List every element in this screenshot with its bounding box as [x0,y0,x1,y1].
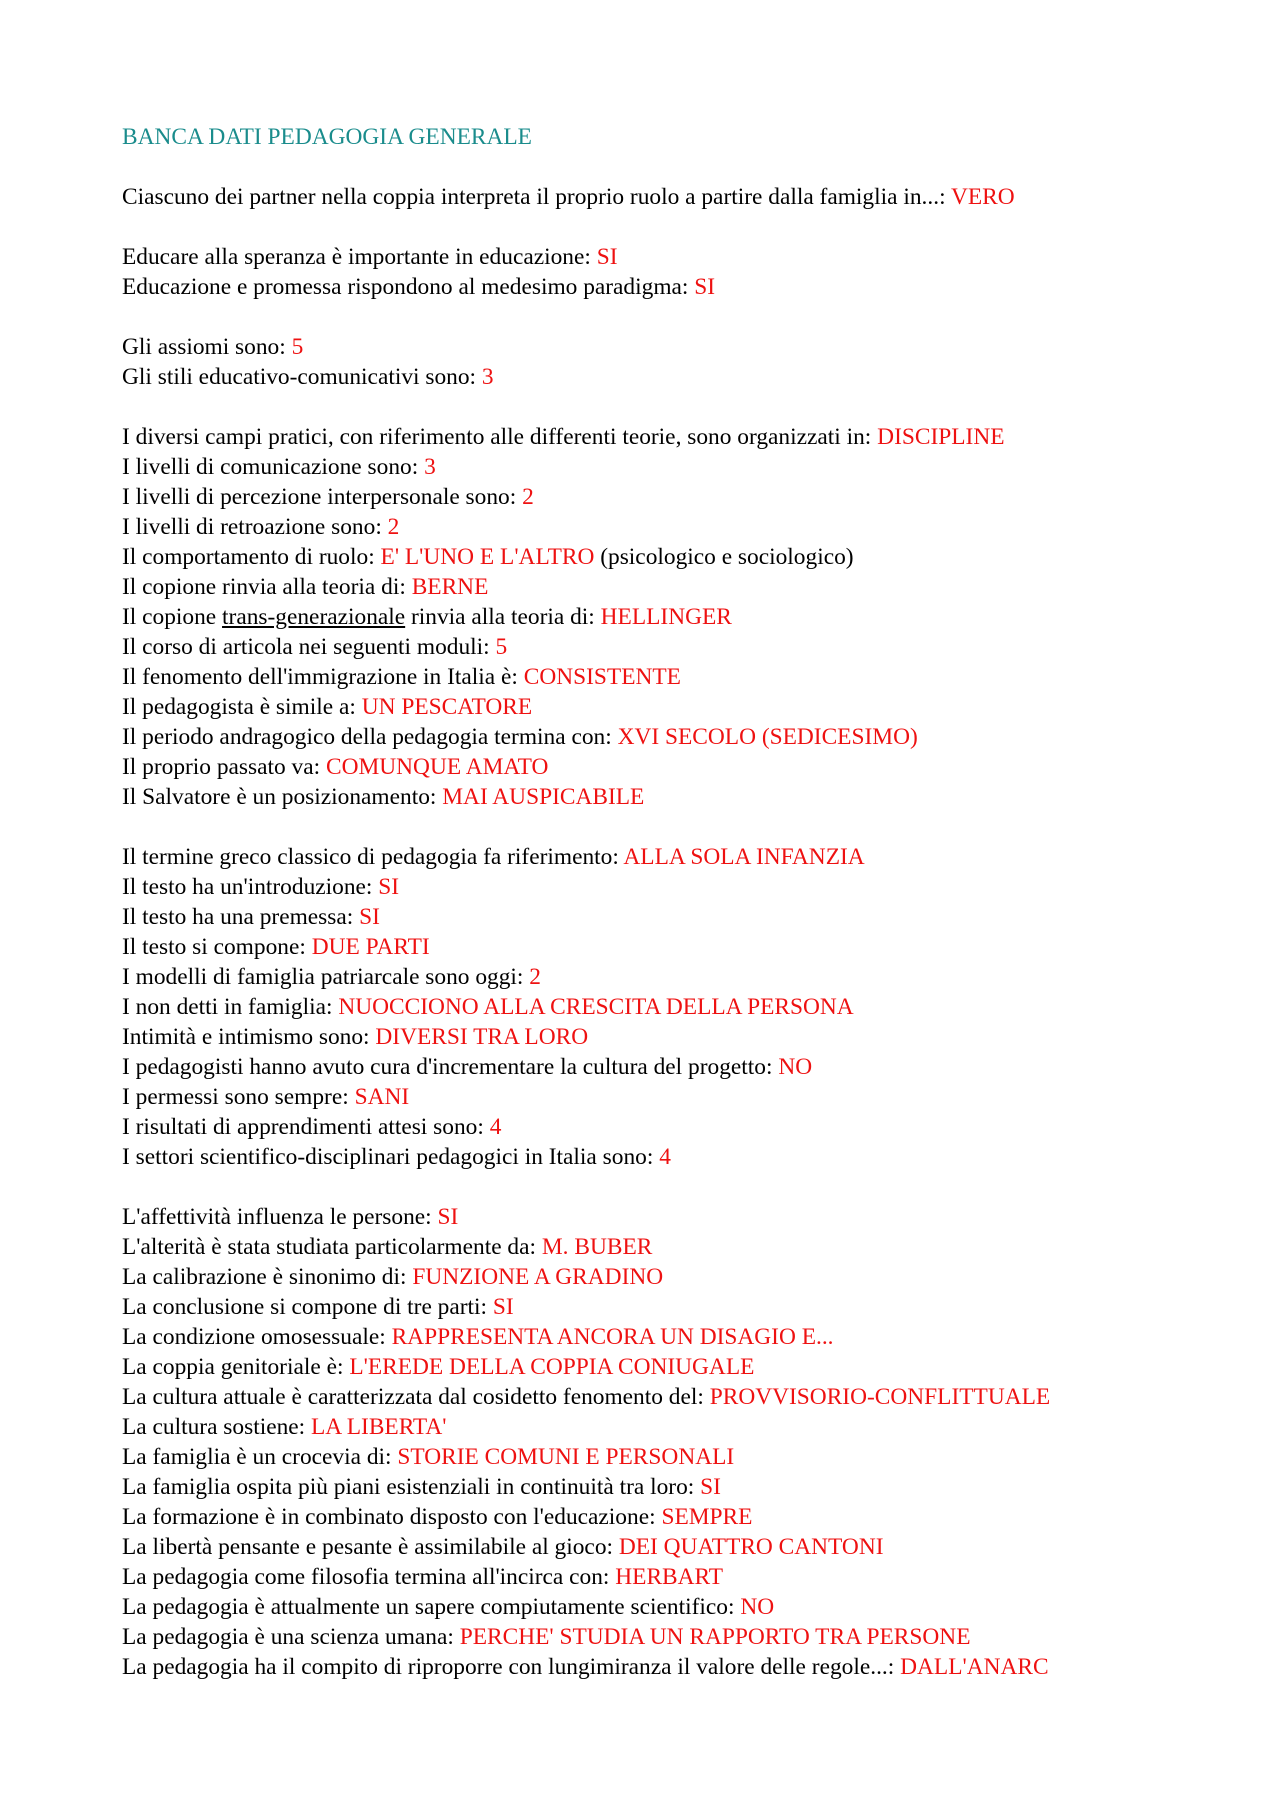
qa-line [122,872,1232,902]
qa-line [122,182,1232,212]
qa-line [122,1442,1232,1472]
answer-text: NO [778,1054,813,1080]
qa-group [122,422,1232,812]
question-text: Il testo si compone: [122,934,312,960]
answer-text: NO [740,1594,775,1620]
qa-line [122,242,1232,272]
qa-line [122,422,1232,452]
qa-line [122,722,1232,752]
answer-text: MAI AUSPICABILE [442,784,645,810]
question-text: I modelli di famiglia patriarcale sono oggi: [122,964,530,990]
answer-text: LA LIBERTA' [311,1414,447,1440]
answer-text: SANI [354,1084,410,1110]
answer-text: SI [492,1294,514,1320]
answer-text: NUOCCIONO ALLA CRESCITA DELLA PERSONA [338,994,854,1020]
answer-text: SI [437,1204,459,1230]
answer-text: 3 [481,364,494,390]
question-text: I non detti in famiglia: [122,994,339,1020]
qa-line [122,662,1232,692]
answer-text: 4 [489,1114,502,1140]
qa-line [122,632,1232,662]
answer-text: VERO [951,184,1015,210]
question-text: I settori scientifico-disciplinari pedagogici in Italia sono: [122,1144,660,1170]
question-text: Gli stili educativo-comunicativi sono: [122,364,482,390]
qa-group [122,1202,1232,1682]
document-title: BANCA DATI PEDAGOGIA GENERALE [122,124,532,150]
qa-line [122,1652,1232,1682]
answer-text: BERNE [411,574,489,600]
answer-text: ALLA SOLA INFANZIA [623,844,865,870]
answer-text: 2 [387,514,400,540]
question-text: Il periodo andragogico della pedagogia termina con: [122,724,618,750]
qa-line [122,1322,1232,1352]
question-text: Il corso di articola nei seguenti moduli: [122,634,496,660]
question-text: L'affettività influenza le persone: [122,1204,438,1230]
answer-text: SI [596,244,618,270]
answer-text: HERBART [615,1564,724,1590]
document-page [122,122,1232,1712]
answer-text: DUE PARTI [311,934,430,960]
qa-line [122,1232,1232,1262]
question-text: Il testo ha un'introduzione: [122,874,379,900]
question-text: Il termine greco classico di pedagogia fa riferimento: [122,844,624,870]
qa-group [122,182,1232,212]
qa-line [122,1052,1232,1082]
question-text: L'alterità è stata studiata particolarmente da: [122,1234,542,1260]
question-text: La condizione omosessuale: [122,1324,392,1350]
qa-line [122,1502,1232,1532]
question-text: La cultura sostiene: [122,1414,312,1440]
qa-line [122,1532,1232,1562]
question-text: Il testo ha una premessa: [122,904,360,930]
answer-text: SI [378,874,400,900]
answer-text: DIVERSI TRA LORO [375,1024,589,1050]
answer-text: RAPPRESENTA ANCORA UN DISAGIO E... [391,1324,834,1350]
question-text: Ciascuno dei partner nella coppia interpreta il proprio ruolo a partire dalla famiglia in...: [122,184,951,210]
question-text: I pedagogisti hanno avuto cura d'incrementare la cultura del progetto: [122,1054,779,1080]
qa-line [122,842,1232,872]
question-text: La conclusione si compone di tre parti: [122,1294,493,1320]
qa-line [122,272,1232,302]
qa-line [122,932,1232,962]
answer-text: M. BUBER [541,1234,653,1260]
question-text: Intimità e intimismo sono: [122,1024,376,1050]
answer-text: STORIE COMUNI E PERSONALI [397,1444,735,1470]
qa-line [122,1292,1232,1322]
qa-line [122,1352,1232,1382]
question-text: La cultura attuale è caratterizzata dal cosidetto fenomento del: [122,1384,710,1410]
qa-line [122,1382,1232,1412]
qa-line [122,1562,1232,1592]
question-text: Educare alla speranza è importante in educazione: [122,244,597,270]
answer-text: PERCHE' STUDIA UN RAPPORTO TRA PERSONE [459,1624,971,1650]
answer-text: 5 [291,334,304,360]
question-text: La coppia genitoriale è: [122,1354,350,1380]
question-text: La formazione è in combinato disposto con l'educazione: [122,1504,662,1530]
question-text: Il comportamento di ruolo: [122,544,381,570]
answer-text: CONSISTENTE [523,664,681,690]
question-text: Educazione e promessa rispondono al medesimo paradigma: [122,274,695,300]
qa-line [122,962,1232,992]
answer-text: UN PESCATORE [361,694,533,720]
qa-line [122,1262,1232,1292]
underlined-term: trans-generazionale [222,604,406,630]
question-text: I livelli di percezione interpersonale sono: [122,484,523,510]
question-text: I permessi sono sempre: [122,1084,355,1110]
answer-text: L'EREDE DELLA COPPIA CONIUGALE [349,1354,755,1380]
qa-line [122,512,1232,542]
answer-text: 3 [424,454,436,480]
question-text: Il Salvatore è un posizionamento: [122,784,443,810]
question-text-continued: rinvia alla teoria di: [405,604,601,630]
question-text: La pedagogia ha il compito di riproporre con lungimiranza il valore delle regole...: [122,1654,901,1680]
qa-list [122,182,1232,1682]
answer-text: 4 [659,1144,671,1170]
qa-line [122,1622,1232,1652]
qa-line [122,452,1232,482]
qa-line [122,482,1232,512]
answer-text: SI [694,274,716,300]
question-text: La pedagogia come filosofia termina all'incirca con: [122,1564,616,1590]
qa-line [122,782,1232,812]
qa-line [122,362,1232,392]
qa-group [122,332,1232,392]
answer-text: 2 [529,964,541,990]
answer-text: 2 [522,484,534,510]
question-text: Gli assiomi sono: [122,334,292,360]
qa-line [122,1202,1232,1232]
question-text: La famiglia è un crocevia di: [122,1444,398,1470]
answer-text: XVI SECOLO (SEDICESIMO) [617,724,918,750]
question-text: La calibrazione è sinonimo di: [122,1264,413,1290]
question-text: La pedagogia è attualmente un sapere compiutamente scientifico: [122,1594,741,1620]
answer-text: FUNZIONE A GRADINO [412,1264,664,1290]
question-text: Il copione rinvia alla teoria di: [122,574,412,600]
qa-line [122,752,1232,782]
qa-group [122,242,1232,302]
question-text: I livelli di retroazione sono: [122,514,388,540]
qa-line [122,1142,1232,1172]
question-text: La famiglia ospita più piani esistenziali in continuità tra loro: [122,1474,701,1500]
qa-line [122,1472,1232,1502]
question-text: Il fenomento dell'immigrazione in Italia è: [122,664,524,690]
qa-line [122,572,1232,602]
answer-text: DEI QUATTRO CANTONI [618,1534,884,1560]
question-text: Il proprio passato va: [122,754,326,780]
answer-text: DISCIPLINE [877,424,1005,450]
question-text: La pedagogia è una scienza umana: [122,1624,460,1650]
qa-line [122,902,1232,932]
qa-line [122,1082,1232,1112]
answer-text: DALL'ANARC [900,1654,1049,1680]
qa-line [122,1022,1232,1052]
qa-group [122,842,1232,1172]
answer-text: E' L'UNO E L'ALTRO [380,544,595,570]
question-text: La libertà pensante e pesante è assimilabile al gioco: [122,1534,619,1560]
qa-line [122,332,1232,362]
question-text: Il copione [122,604,223,630]
qa-line [122,992,1232,1022]
question-text: I livelli di comunicazione sono: [122,454,425,480]
qa-line [122,602,1232,632]
qa-line [122,1592,1232,1622]
answer-text: SEMPRE [661,1504,753,1530]
qa-line [122,1112,1232,1142]
qa-line [122,542,1232,572]
answer-text: SI [359,904,380,930]
question-text: Il pedagogista è simile a: [122,694,362,720]
answer-text: SI [700,1474,721,1500]
qa-line [122,1412,1232,1442]
answer-text: PROVVISORIO-CONFLITTUALE [709,1384,1051,1410]
answer-note: (psicologico e sociologico) [594,544,854,570]
question-text: I risultati di apprendimenti attesi sono: [122,1114,490,1140]
answer-text: COMUNQUE AMATO [325,754,549,780]
question-text: I diversi campi pratici, con riferimento alle differenti teorie, sono organizzati in: [122,424,878,450]
qa-line [122,692,1232,722]
answer-text: 5 [495,634,508,660]
answer-text: HELLINGER [600,604,732,630]
